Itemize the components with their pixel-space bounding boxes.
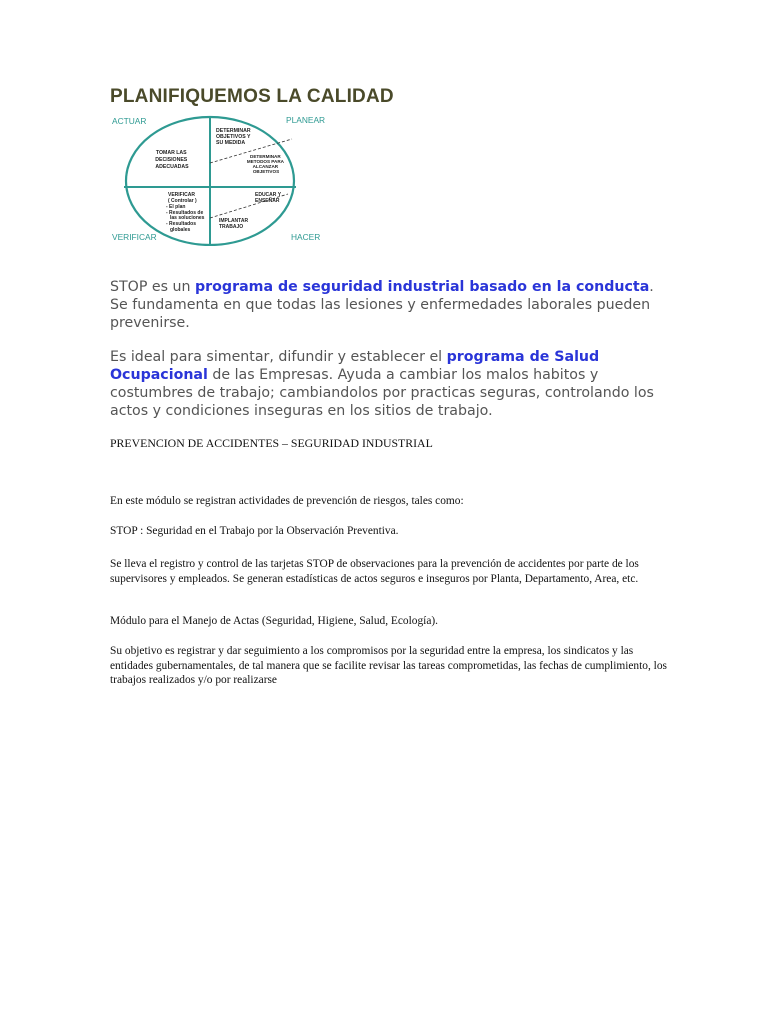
occupational-post: de las Empresas. Ayuda a cambiar los malos habitos y costumbres de trabajo; cambiandolos por practicas seguras, controlando los actos y condiciones inseguras en los sitios de trabajo. xyxy=(110,367,654,419)
quadrant-planear-bottom-text: DETERMINAR METODOS PARA ALCANZAR OBJETIVOS xyxy=(246,154,284,174)
actas-objective: Su objetivo es registrar y dar seguimiento a los compromisos por la seguridad entre la empresa, los sindicatos y las entidades gubernamentales, de tal manera que se facilite revisar las tareas comprometidas, las fechas de cumplimiento, los trabajos realizados y/o por realizarse xyxy=(110,645,667,687)
stop-definition: STOP : Seguridad en el Trabajo por la Observación Preventiva. xyxy=(110,525,399,537)
stop-cards-description: Se lleva el registro y control de las tarjetas STOP de observaciones para la prevención de accidentes por parte de los supervisores y empleados. Se generan estadísticas de actos seguros e inseguros por Planta, Departamento, Area, etc. xyxy=(110,558,639,585)
quadrant-hacer-bottom-text: IMPLANTAR TRABAJO xyxy=(219,218,249,230)
occupational-health-paragraph xyxy=(110,348,670,420)
actas-module: Módulo para el Manejo de Actas (Seguridad, Higiene, Salud, Ecología). xyxy=(110,615,439,627)
quadrant-planear-top-text: DETERMINAR OBJETIVOS Y SU MEDIDA xyxy=(216,128,251,146)
quadrant-actuar-text: TOMAR LAS DECISIONES ADECUADAS xyxy=(155,150,189,170)
page-title: PLANIFIQUEMOS LA CALIDAD xyxy=(110,86,394,107)
stop-intro-pre: STOP es un xyxy=(110,279,196,295)
stop-intro-post: . Se fundamenta en que todas las lesiones y enfermedades laborales pueden prevenirse. xyxy=(110,279,654,331)
label-verificar: VERIFICAR xyxy=(112,232,157,242)
pdca-cycle-diagram xyxy=(110,110,328,246)
section-heading: PREVENCION DE ACCIDENTES – SEGURIDAD INDUSTRIAL xyxy=(110,436,433,450)
stop-intro-paragraph xyxy=(110,278,670,332)
quadrant-verificar-text: VERIFICAR ( Controlar ) - El plan - Resultados de las soluciones - Resultados globales xyxy=(166,192,205,233)
pdca-cycle-svg xyxy=(110,110,328,246)
module-description: En este módulo se registran actividades de prevención de riesgos, tales como: xyxy=(110,495,464,507)
label-hacer: HACER xyxy=(291,232,321,242)
occupational-pre: Es ideal para simentar, difundir y establecer el xyxy=(110,349,447,365)
industrial-safety-program-link[interactable]: programa de seguridad industrial basado en la conducta xyxy=(195,279,650,295)
label-actuar: ACTUAR xyxy=(112,116,147,126)
quadrant-hacer-top-text: EDUCAR Y ENSEÑAR xyxy=(255,192,281,204)
label-planear: PLANEAR xyxy=(286,115,326,125)
occupational-health-program-link[interactable]: programa de Salud Ocupacional xyxy=(110,349,600,383)
